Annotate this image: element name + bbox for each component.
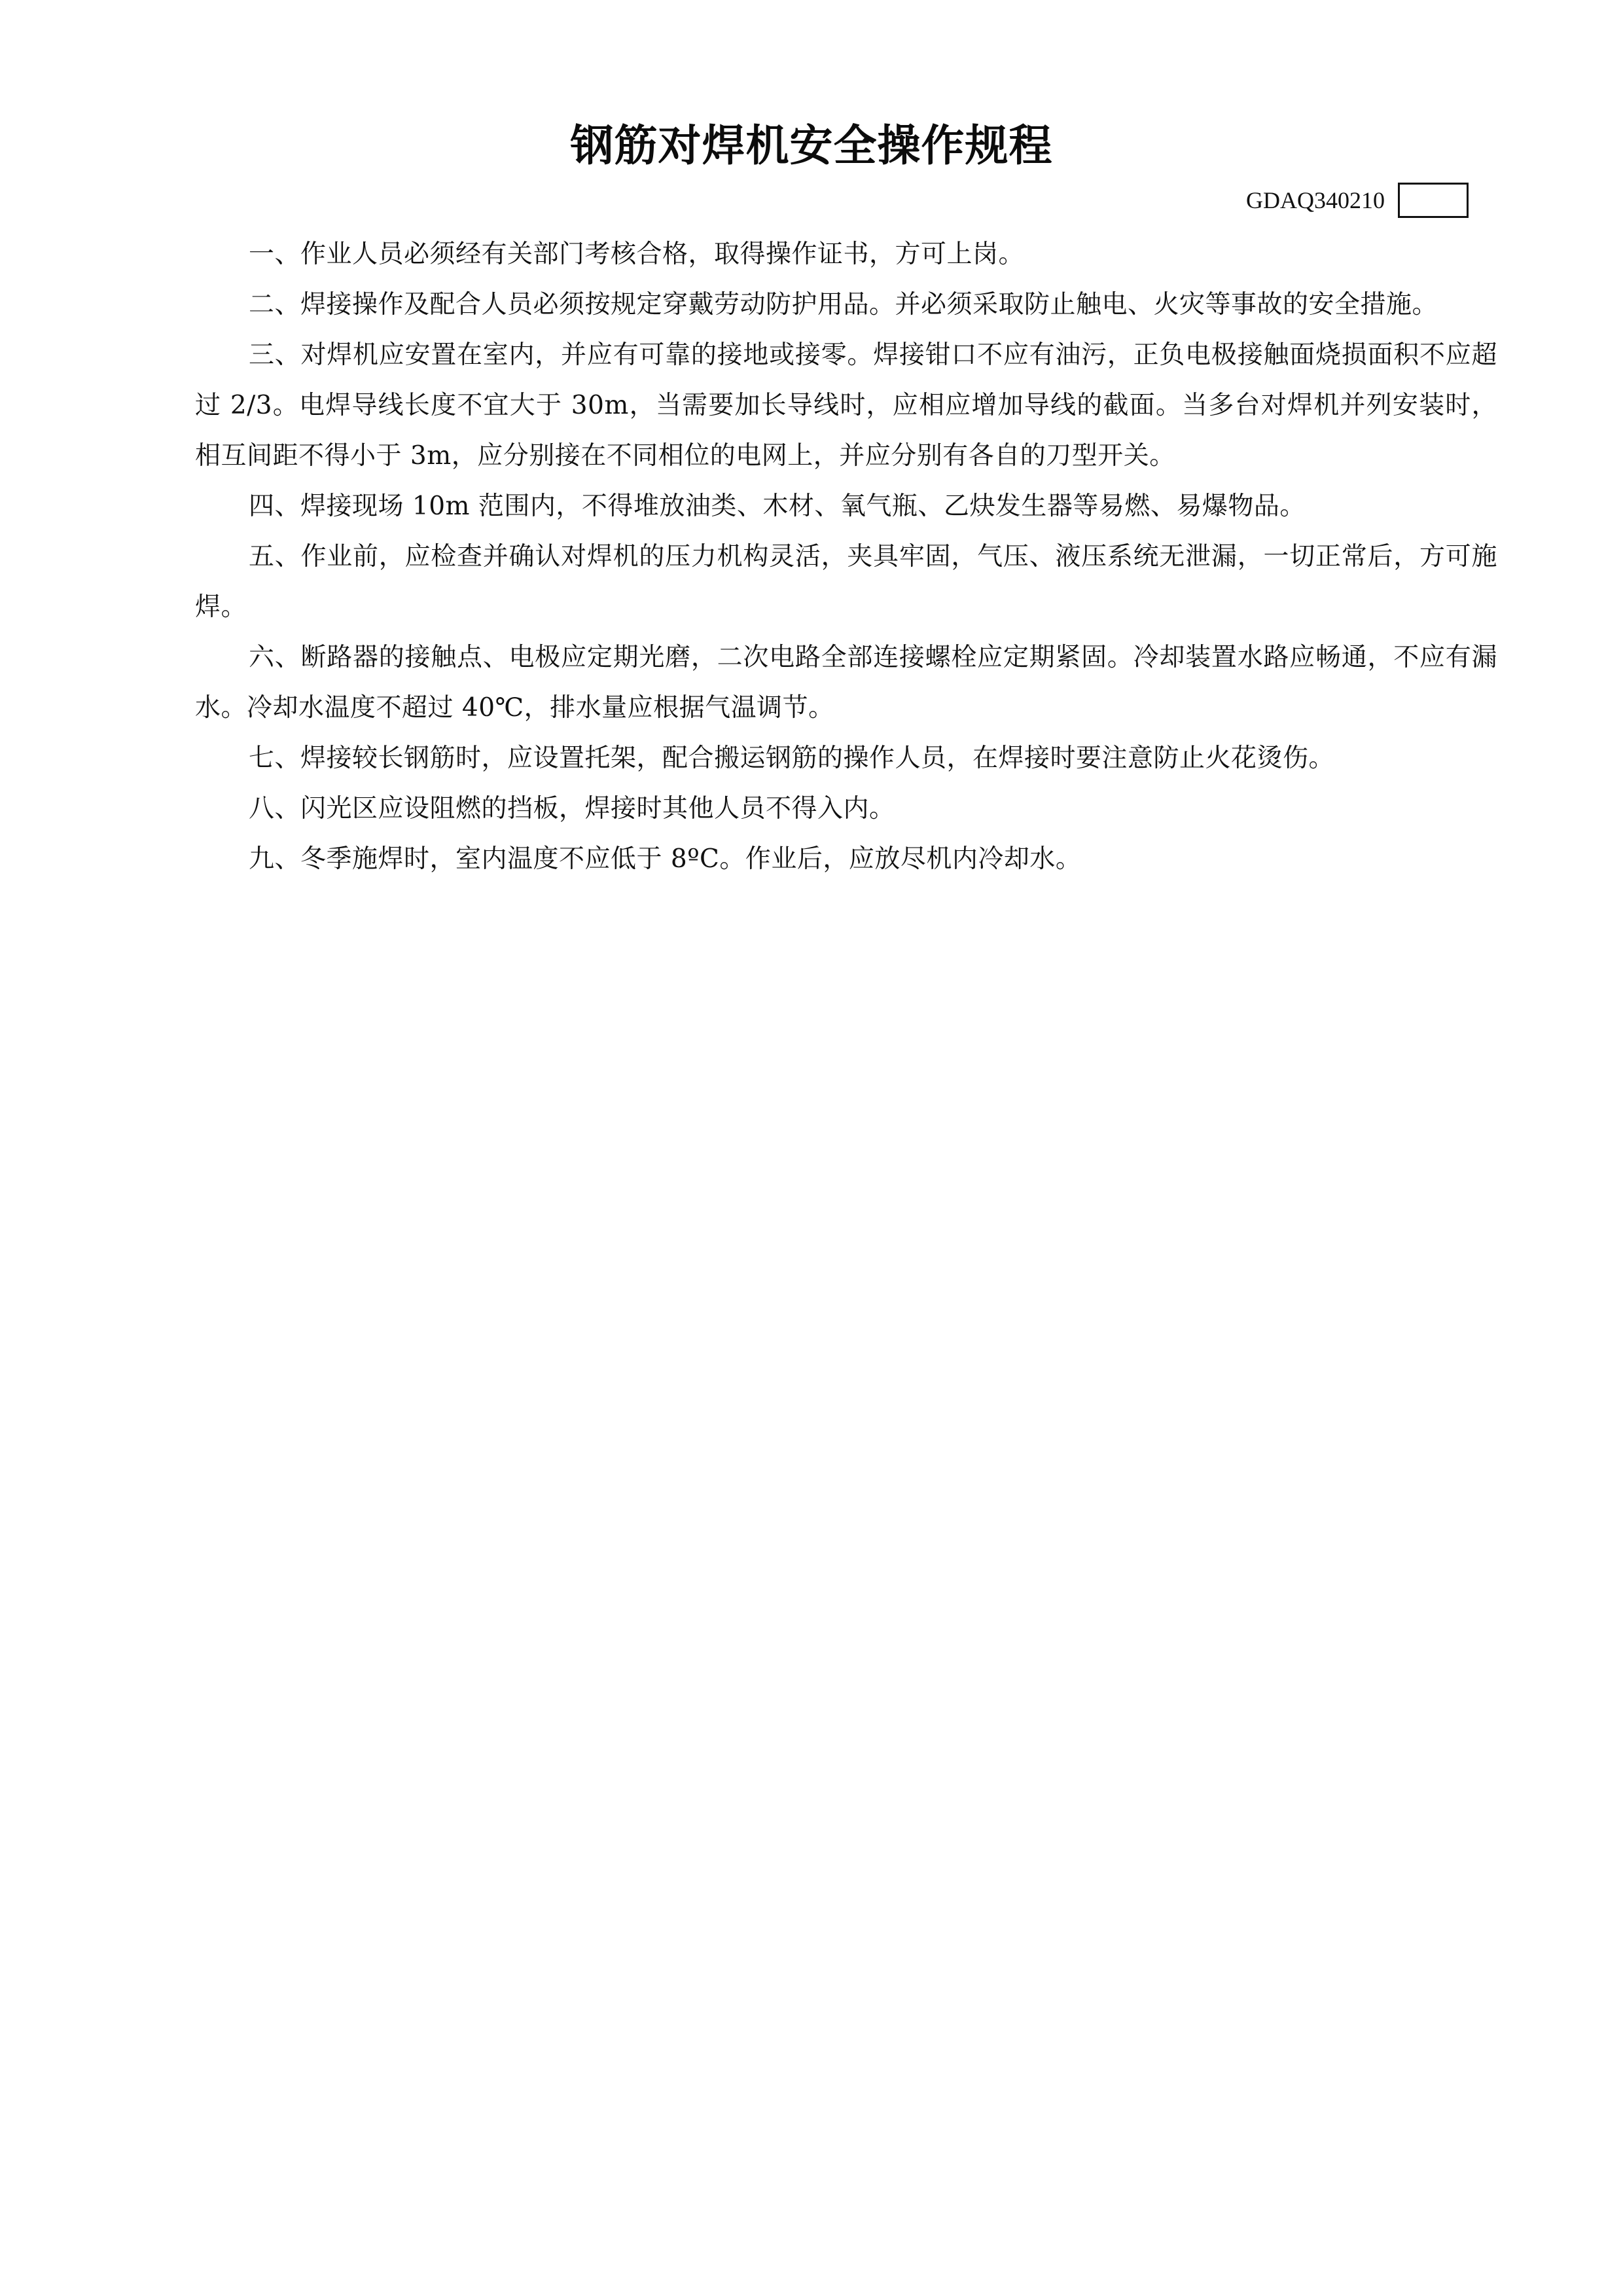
clause-6: 六、断路器的接触点、电极应定期光磨，二次电路全部连接螺栓应定期紧固。冷却装置水路应畅通，不应有漏水。冷却水温度不超过 40℃，排水量应根据气温调节。: [195, 643, 1497, 723]
code-suffix-box: [1398, 183, 1469, 218]
clause-4: 四、焊接现场 10m 范围内，不得堆放油类、木材、氧气瓶、乙炔发生器等易燃、易爆物品。: [249, 492, 1306, 521]
document-title: 钢筋对焊机安全操作规程: [570, 120, 1053, 171]
clause-9: 九、冬季施焊时，室内温度不应低于 8ºC。作业后，应放尽机内冷却水。: [249, 844, 1082, 874]
clause-5: 五、作业前，应检查并确认对焊机的压力机构灵活，夹具牢固，气压、液压系统无泄漏，一切正常后，方可施焊。: [195, 542, 1497, 622]
clause-2: 二、焊接操作及配合人员必须按规定穿戴劳动防护用品。并必须采取防止触电、火灾等事故的安全措施。: [249, 290, 1438, 319]
clause-3: 三、对焊机应安置在室内，并应有可靠的接地或接零。焊接钳口不应有油污，正负电极接触面烧损面积不应超过 2/3。电焊导线长度不宜大于 30m，当需要加长导线时，应相应增加导线的截面。当多台对焊机并列安装时，相互间距不得小于 3m，应分别接在不同相位的电网上，并应分别有各自的刀型开关。: [195, 340, 1497, 471]
clause-1: 一、作业人员必须经有关部门考核合格，取得操作证书，方可上岗。: [249, 240, 1025, 269]
clause-8: 八、闪光区应设阻燃的挡板，焊接时其他人员不得入内。: [249, 794, 895, 823]
document-code-row: [1246, 181, 1469, 220]
clause-7: 七、焊接较长钢筋时，应设置托架，配合搬运钢筋的操作人员，在焊接时要注意防止火花烫伤。: [249, 744, 1335, 773]
document-code: GDAQ340210: [1246, 187, 1385, 213]
clause-list: [195, 229, 1497, 884]
